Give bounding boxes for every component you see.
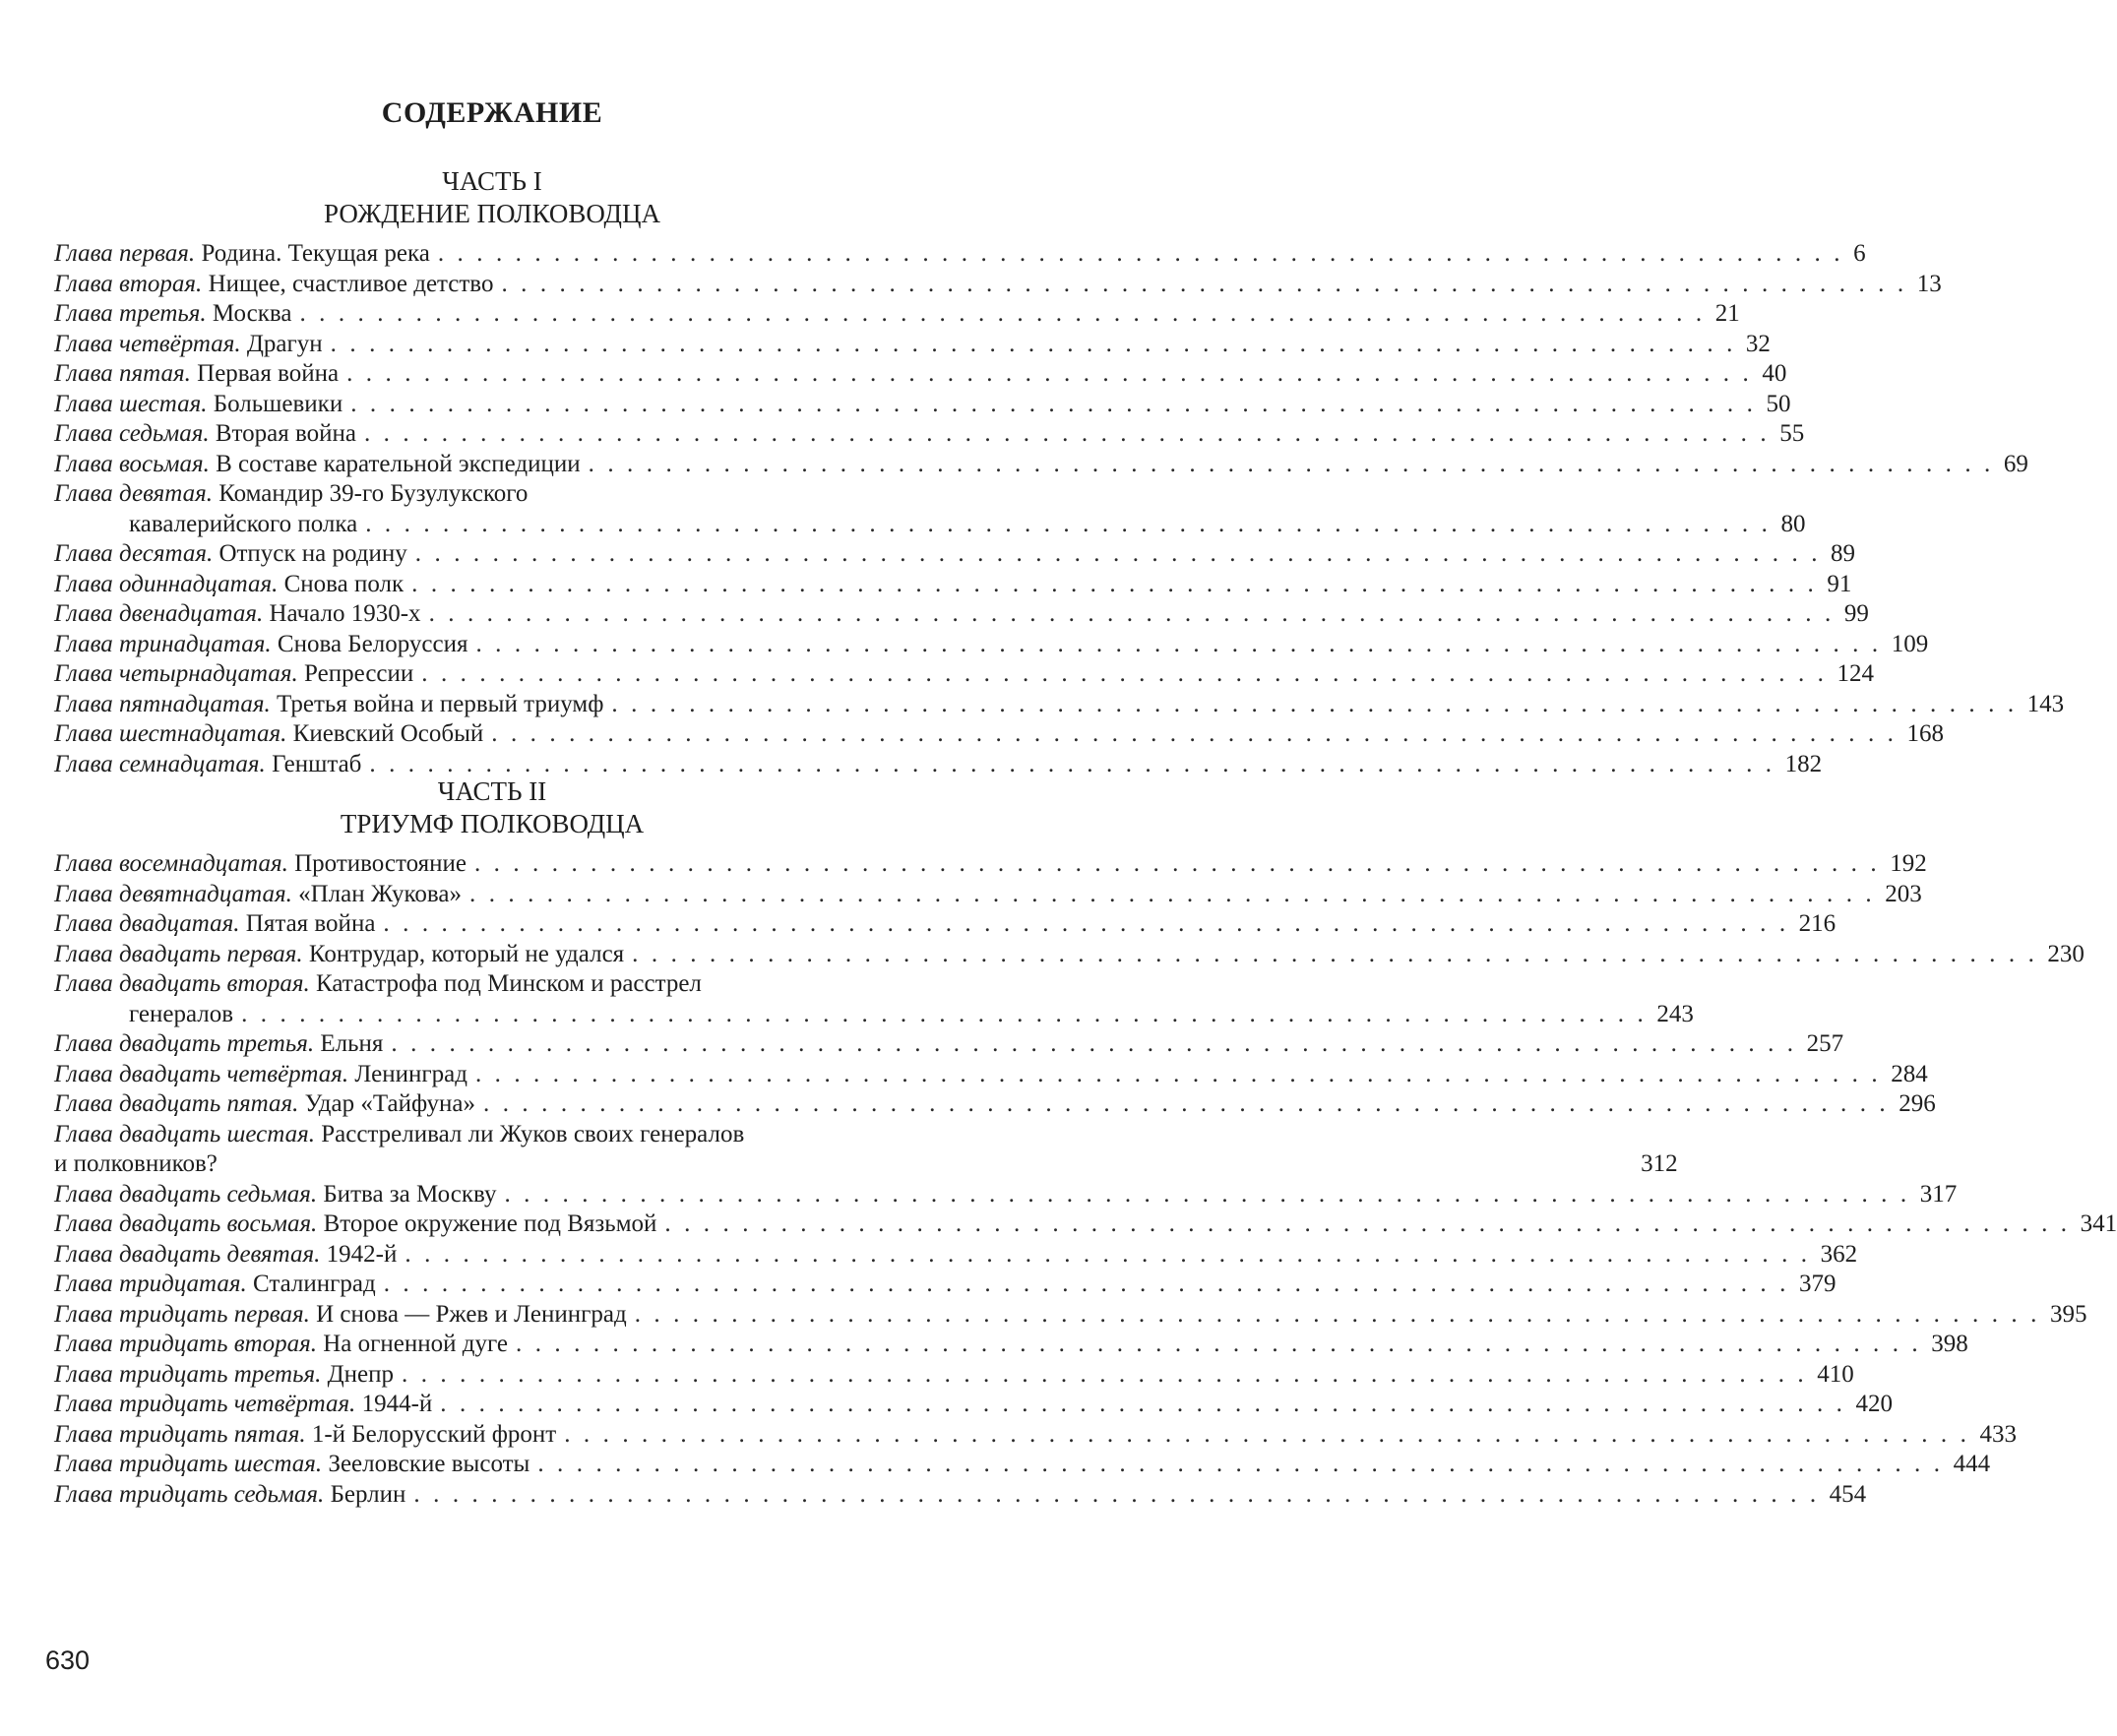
chapter-title: «План Жукова» [298, 880, 462, 907]
chapter-title: Командир 39-го Бузулукского [218, 480, 529, 507]
entry-line [54, 880, 1922, 910]
toc-entry [54, 1180, 1958, 1210]
chapter-number: Глава восьмая. [54, 450, 210, 477]
entry-lead [54, 1060, 467, 1090]
dot-leader: . . . . . . . . . . . . . . . . . . . . . . . . . . . . . . . . . . . . . . . . . . . . . . . . . . . . . . . . . . . . . . . . . . . . . . . . . [299, 300, 1706, 327]
toc-entry [54, 419, 1805, 450]
chapter-page: 89 [1831, 540, 1856, 567]
dot-leader: . . . . . . . . . . . . . . . . . . . . . . . . . . . . . . . . . . . . . . . . . . . . . . . . . . . . . . . . . . . . . . . . . . . . . . . . . [383, 1271, 1789, 1297]
chapter-title-cont: генералов [129, 1000, 234, 1027]
entry-lead [54, 909, 375, 940]
chapter-number: Глава двадцать первая. [54, 940, 303, 967]
dot-leader: . . . . . . . . . . . . . . . . . . . . . . . . . . . . . . . . . . . . . . . . . . . . . . . . . . . . . . . . . . . . . . . . . . . . . . . . . [402, 1360, 1808, 1388]
entry-lead [54, 1360, 394, 1391]
chapter-page: 6 [1853, 240, 1866, 267]
toc-entry [54, 849, 1927, 880]
entry-lead [54, 690, 603, 720]
chapter-title: Катастрофа под Минском и расстрел [316, 970, 702, 997]
chapter-number: Глава девятнадцатая. [54, 880, 292, 907]
toc-entry [54, 1450, 1991, 1480]
chapter-page: 341 [2080, 1210, 2117, 1237]
toc-entry [54, 539, 1856, 570]
entry-line [54, 570, 1852, 600]
entry-line [54, 1149, 1678, 1180]
dot-leader: . . . . . . . . . . . . . . . . . . . . . . . . . . . . . . . . . . . . . . . . . . . . . . . . . . . . . . . . . . . . . . . . . . . . . . . . . [346, 360, 1753, 387]
dot-leader: . . . . . . . . . . . . . . . . . . . . . . . . . . . . . . . . . . . . . . . . . . . . . . . . . . . . . . . . . . . . . . . . . . . . . . . . . [491, 720, 1898, 747]
toc-entry [54, 299, 1740, 330]
chapter-title: Нищее, счастливое детство [208, 270, 494, 297]
part-2-label: ЧАСТЬ II [437, 776, 547, 806]
part-2-heading [0, 775, 984, 840]
entry-lead [129, 1000, 233, 1030]
toc-entry [54, 1240, 1858, 1271]
chapter-page: 143 [2026, 690, 2065, 717]
chapter-number: Глава девятая. [54, 480, 213, 507]
toc-entry [54, 630, 1929, 660]
chapter-title: 1942-й [326, 1240, 398, 1268]
chapter-title: Третья война и первый триумф [277, 690, 604, 717]
chapter-number: Глава тридцать первая. [54, 1300, 310, 1328]
entry-lead [54, 1270, 376, 1300]
entry-lead [54, 1330, 508, 1360]
chapter-page: 50 [1766, 390, 1791, 417]
entry-lead [54, 849, 467, 880]
entry-lead [54, 270, 493, 300]
chapter-number: Глава двадцатая. [54, 910, 240, 937]
chapter-title: В составе карательной экспедиции [216, 450, 581, 477]
chapter-number: Глава восемнадцатая. [54, 850, 288, 877]
chapter-title: Удар «Тайфуна» [304, 1090, 476, 1117]
chapter-page: 168 [1906, 720, 1945, 747]
toc-entry [54, 940, 2085, 970]
dot-leader: . . . . . . . . . . . . . . . . . . . . . . . . . . . . . . . . . . . . . . . . . . . . . . . . . . . . . . . . . . . . . . . . . . . . . . . . . [421, 660, 1828, 687]
toc-entry [54, 1420, 2017, 1451]
chapter-number: Глава двадцать девятая. [54, 1240, 321, 1268]
dot-leader: . . . . . . . . . . . . . . . . . . . . . . . . . . . . . . . . . . . . . . . . . . . . . . . . . . . . . . . . . . . . . . . . . . . . . . . . . [369, 750, 1775, 777]
entry-lead [54, 1240, 397, 1271]
dot-leader: . . . . . . . . . . . . . . . . . . . . . . . . . . . . . . . . . . . . . . . . . . . . . . . . . . . . . . . . . . . . . . . . . . . . . . . . . [414, 540, 1822, 567]
dot-leader: . . . . . . . . . . . . . . . . . . . . . . . . . . . . . . . . . . . . . . . . . . . . . . . . . . . . . . . . . . . . . . . . . . . . . . . . . [440, 1391, 1846, 1417]
dot-leader: . . . . . . . . . . . . . . . . . . . . . . . . . . . . . . . . . . . . . . . . . . . . . . . . . . . . . . . . . . . . . . . . . . . . . . . . . [411, 570, 1818, 597]
chapter-page: 21 [1714, 300, 1740, 327]
entry-line [54, 1240, 1858, 1271]
dot-leader: . . . . . . . . . . . . . . . . . . . . . . . . . . . . . . . . . . . . . . . . . . . . . . . . . . . . . . . . . . . . . . . . . . . . . . . . . [664, 1210, 2071, 1237]
entry-lead [54, 390, 342, 420]
entry-line [54, 1120, 933, 1150]
entry-line [54, 599, 1869, 630]
entry-line [54, 1480, 1867, 1511]
toc-entry [54, 690, 2065, 720]
chapter-number: Глава шестнадцатая. [54, 720, 287, 747]
chapter-number: Глава тридцать шестая. [54, 1451, 323, 1477]
dot-leader: . . . . . . . . . . . . . . . . . . . . . . . . . . . . . . . . . . . . . . . . . . . . . . . . . . . . . . . . . . . . . . . . . . . . . . . . . [413, 1480, 1820, 1508]
chapter-page: 32 [1745, 330, 1771, 357]
toc-entry [54, 1390, 1894, 1420]
entry-line [54, 630, 1929, 660]
chapter-number: Глава тринадцатая. [54, 630, 272, 657]
entry-line [54, 1209, 2117, 1240]
chapter-title: Расстреливал ли Жуков своих генералов [321, 1120, 745, 1147]
entry-line [54, 450, 2028, 480]
chapter-page: 379 [1798, 1271, 1837, 1297]
entry-lead [54, 719, 483, 750]
toc-entry [54, 1270, 1837, 1300]
toc-part-1 [54, 239, 2065, 779]
chapter-title: И снова — Ржев и Ленинград [316, 1300, 627, 1328]
dot-leader: . . . . . . . . . . . . . . . . . . . . . . . . . . . . . . . . . . . . . . . . . . . . . . . . . . . . . . . . . . . . . . . . . . . . . . . . . [504, 1180, 1910, 1208]
entry-line [54, 390, 1791, 420]
chapter-number: Глава тридцать третья. [54, 1360, 322, 1388]
entry-line [54, 1270, 1837, 1300]
entry-line [54, 419, 1805, 450]
toc-entry [54, 359, 1787, 390]
chapter-page: 444 [1953, 1451, 1991, 1477]
dot-leader: . . . . . . . . . . . . . . . . . . . . . . . . . . . . . . . . . . . . . . . . . . . . . . . . . . . . . . . . . . . . . . . . . . . . . . . . . [405, 1240, 1811, 1268]
entry-line [54, 719, 1945, 750]
page-title: СОДЕРЖАНИЕ [381, 96, 603, 129]
dot-leader: . . . . . . . . . . . . . . . . . . . . . . . . . . . . . . . . . . . . . . . . . . . . . . . . . . . . . . . . . . . . . . . . . . . . . . . . . [473, 850, 1881, 877]
entry-line [54, 270, 1942, 300]
chapter-number: Глава первая. [54, 240, 196, 267]
chapter-page: 296 [1899, 1090, 1936, 1117]
chapter-number: Глава тридцать четвёртая. [54, 1391, 356, 1417]
dot-leader: . . . . . . . . . . . . . . . . . . . . . . . . . . . . . . . . . . . . . . . . . . . . . . . . . . . . . . . . . . . . . . . . . . . . . . . . . [475, 630, 1882, 657]
chapter-title: 1-й Белорусский фронт [311, 1420, 557, 1448]
toc-entry [54, 719, 1945, 750]
entry-line [54, 1029, 1844, 1060]
chapter-number: Глава пятнадцатая. [54, 690, 271, 717]
chapter-title: Берлин [330, 1480, 406, 1508]
chapter-title: Противостояние [294, 850, 467, 877]
entry-line [54, 909, 1837, 940]
chapter-number: Глава двадцать четвёртая. [54, 1060, 349, 1087]
chapter-number: Глава десятая. [54, 540, 214, 567]
chapter-page: 91 [1827, 570, 1852, 597]
chapter-number: Глава двадцать третья. [54, 1030, 315, 1057]
dot-leader: . . . . . . . . . . . . . . . . . . . . . . . . . . . . . . . . . . . . . . . . . . . . . . . . . . . . . . . . . . . . . . . . . . . . . . . . . [350, 390, 1757, 417]
chapter-title: Пятая война [245, 910, 376, 937]
toc-entry [54, 239, 1866, 270]
toc-entry [54, 1120, 1678, 1180]
entry-line [54, 479, 933, 510]
entry-lead [54, 1180, 496, 1210]
dot-leader: . . . . . . . . . . . . . . . . . . . . . . . . . . . . . . . . . . . . . . . . . . . . . . . . . . . . . . . . . . . . . . . . . . . . . . . . . [437, 240, 1844, 267]
chapter-title: Отпуск на родину [218, 540, 407, 567]
chapter-page: 230 [2047, 940, 2085, 967]
chapter-page: 182 [1784, 750, 1823, 777]
entry-line [54, 969, 933, 1000]
entry-line [54, 690, 2065, 720]
entry-lead [54, 330, 323, 360]
chapter-number: Глава двадцать пятая. [54, 1090, 299, 1117]
entry-lead [54, 1209, 656, 1240]
chapter-page: 317 [1919, 1180, 1958, 1208]
toc-entry [54, 880, 1922, 910]
entry-line [54, 1360, 1854, 1391]
dot-leader: . . . . . . . . . . . . . . . . . . . . . . . . . . . . . . . . . . . . . . . . . . . . . . . . . . . . . . . . . . . . . . . . . . . . . . . . . [391, 1030, 1797, 1057]
chapter-page: 362 [1820, 1240, 1858, 1268]
entry-line [54, 239, 1866, 270]
chapter-title-cont: кавалерийского полка [129, 510, 358, 537]
entry-lead [54, 659, 413, 690]
entry-line [54, 849, 1927, 880]
entry-lead [54, 1480, 405, 1511]
entry-lead [54, 359, 339, 390]
chapter-number: Глава тридцать пятая. [54, 1420, 306, 1448]
dot-leader: . . . . . . . . . . . . . . . . . . . . . . . . . . . . . . . . . . . . . . . . . . . . . . . . . . . . . . . . . . . . . . . . . . . . . . . . . [474, 1060, 1882, 1087]
chapter-number: Глава семнадцатая. [54, 750, 266, 777]
entry-line [54, 539, 1856, 570]
chapter-number: Глава двадцать шестая. [54, 1120, 315, 1147]
toc-entry [54, 390, 1791, 420]
chapter-page: 124 [1837, 660, 1875, 687]
chapter-page: 80 [1780, 510, 1806, 537]
chapter-number: Глава вторая. [54, 270, 203, 297]
chapter-number: Глава третья. [54, 300, 207, 327]
toc-entry [54, 1300, 2087, 1331]
toc-entry [54, 479, 1806, 539]
entry-lead [54, 1029, 383, 1060]
dot-leader: . . . . . . . . . . . . . . . . . . . . . . . . . . . . . . . . . . . . . . . . . . . . . . . . . . . . . . . . . . . . . . . . . . . . . . . . . [611, 690, 2018, 717]
entry-lead [54, 450, 581, 480]
entry-lead [54, 880, 462, 910]
chapter-number: Глава пятая. [54, 360, 191, 387]
entry-lead [54, 940, 624, 970]
chapter-title: Драгун [246, 330, 323, 357]
entry-lead [54, 1300, 627, 1331]
chapter-title: Репрессии [304, 660, 414, 687]
entry-lead [54, 599, 421, 630]
toc-entry [54, 270, 1942, 300]
chapter-page: 284 [1891, 1060, 1928, 1087]
chapter-number: Глава седьмая. [54, 420, 210, 447]
dot-leader: . . . . . . . . . . . . . . . . . . . . . . . . . . . . . . . . . . . . . . . . . . . . . . . . . . . . . . . . . . . . . . . . . . . . . . . . . [365, 510, 1772, 537]
toc-entry [54, 969, 1694, 1029]
chapter-number: Глава тридцать вторая. [54, 1331, 317, 1357]
chapter-page: 257 [1806, 1030, 1844, 1057]
dot-leader: . . . . . . . . . . . . . . . . . . . . . . . . . . . . . . . . . . . . . . . . . . . . . . . . . . . . . . . . . . . . . . . . . . . . . . . . . [383, 910, 1789, 937]
chapter-page: 13 [1916, 270, 1942, 297]
toc-entry [54, 330, 1771, 360]
chapter-title: Ельня [320, 1030, 384, 1057]
dot-leader: . . . . . . . . . . . . . . . . . . . . . . . . . . . . . . . . . . . . . . . . . . . . . . . . . . . . . . . . . . . . . . . . . . . . . . . . . [564, 1420, 1970, 1448]
chapter-title: Второе окружение под Вязьмой [323, 1210, 657, 1237]
dot-leader: . . . . . . . . . . . . . . . . . . . . . . . . . . . . . . . . . . . . . . . . . . . . . . . . . . . . . . . . . . . . . . . . . . . . . . . . . [588, 450, 1994, 477]
entry-lead [54, 1390, 432, 1420]
chapter-page: 395 [2049, 1300, 2087, 1328]
chapter-page: 398 [1931, 1331, 1968, 1357]
toc-entry [54, 1060, 1928, 1090]
toc-entry [54, 1480, 1867, 1511]
part-1-label: ЧАСТЬ I [442, 166, 542, 196]
dot-leader: . . . . . . . . . . . . . . . . . . . . . . . . . . . . . . . . . . . . . . . . . . . . . . . . . . . . . . . . . . . . . . . . . . . . . . . . . [537, 1451, 1944, 1477]
chapter-title: Генштаб [272, 750, 362, 777]
toc-entry [54, 570, 1852, 600]
part-1-name: РОЖДЕНИЕ ПОЛКОВОДЦА [324, 199, 660, 228]
dot-leader: . . . . . . . . . . . . . . . . . . . . . . . . . . . . . . . . . . . . . . . . . . . . . . . . . . . . . . . . . . . . . . . . . . . . . . . . . [483, 1090, 1890, 1117]
dot-leader: . . . . . . . . . . . . . . . . . . . . . . . . . . . . . . . . . . . . . . . . . . . . . . . . . . . . . . . . . . . . . . . . . . . . . . . . . [516, 1331, 1922, 1357]
dot-leader: . . . . . . . . . . . . . . . . . . . . . . . . . . . . . . . . . . . . . . . . . . . . . . . . . . . . . . . . . . . . . . . . . . . . . . . . . [501, 270, 1907, 297]
entry-line [54, 1089, 1936, 1120]
chapter-page: 55 [1779, 420, 1805, 447]
toc-entry [54, 450, 2028, 480]
toc-entry [54, 659, 1875, 690]
chapter-page: 420 [1855, 1391, 1894, 1417]
chapter-number: Глава двадцать вторая. [54, 970, 310, 997]
chapter-number: Глава четвёртая. [54, 330, 241, 357]
entry-lead [54, 239, 430, 270]
chapter-page: 192 [1890, 850, 1927, 877]
chapter-title-cont: и полковников? [54, 1150, 218, 1177]
toc-entry [54, 599, 1869, 630]
chapter-number: Глава четырнадцатая. [54, 660, 298, 687]
chapter-title: Вторая война [215, 420, 356, 447]
toc-part-2 [54, 849, 2117, 1510]
chapter-page: 243 [1656, 1000, 1694, 1027]
page-number: 630 [45, 1645, 91, 1675]
chapter-page: 40 [1762, 360, 1787, 387]
entry-line [54, 330, 1771, 360]
entry-line [54, 1300, 2087, 1331]
chapter-number: Глава тридцать седьмая. [54, 1480, 325, 1508]
entry-line [54, 359, 1787, 390]
entry-lead [54, 1089, 475, 1120]
entry-line [54, 1000, 1694, 1030]
chapter-page: 69 [2003, 450, 2028, 477]
chapter-title: Первая война [197, 360, 340, 387]
chapter-page: 312 [1641, 1150, 1678, 1177]
chapter-page: 454 [1829, 1480, 1867, 1508]
entry-line [54, 1180, 1958, 1210]
chapter-title: Москва [212, 300, 292, 327]
dot-leader: . . . . . . . . . . . . . . . . . . . . . . . . . . . . . . . . . . . . . . . . . . . . . . . . . . . . . . . . . . . . . . . . . . . . . . . . . [330, 330, 1736, 357]
toc-entry [54, 909, 1837, 940]
entry-line [54, 659, 1875, 690]
chapter-page: 216 [1798, 910, 1837, 937]
chapter-title: Снова полк [283, 570, 405, 597]
toc-entry [54, 1330, 1968, 1360]
entry-lead [54, 299, 291, 330]
chapter-title: На огненной дуге [323, 1331, 509, 1357]
part-2-name: ТРИУМФ ПОЛКОВОДЦА [340, 809, 645, 838]
part-1-heading [0, 165, 984, 230]
entry-lead [54, 630, 467, 660]
entry-line [54, 1330, 1968, 1360]
chapter-title: Контрудар, который не удался [308, 940, 625, 967]
chapter-title: Начало 1930-х [269, 600, 421, 627]
entry-lead [54, 539, 407, 570]
chapter-title: Родина. Текущая река [201, 240, 430, 267]
entry-lead [129, 510, 357, 540]
toc-entry [54, 1360, 1854, 1391]
chapter-title: Большевики [213, 390, 343, 417]
entry-line [54, 1060, 1928, 1090]
toc-entry [54, 1089, 1936, 1120]
entry-line [54, 1420, 2017, 1451]
entry-line [54, 1390, 1894, 1420]
chapter-title: Битва за Москву [323, 1180, 497, 1208]
entry-line [54, 299, 1740, 330]
chapter-page: 109 [1891, 630, 1929, 657]
chapter-number: Глава шестая. [54, 390, 208, 417]
entry-lead [54, 1450, 529, 1480]
chapter-number: Глава одиннадцатая. [54, 570, 279, 597]
chapter-page: 99 [1843, 600, 1869, 627]
dot-leader: . . . . . . . . . . . . . . . . . . . . . . . . . . . . . . . . . . . . . . . . . . . . . . . . . . . . . . . . . . . . . . . . . . . . . . . . . [428, 600, 1835, 627]
entry-line [54, 940, 2085, 970]
entry-lead [54, 419, 356, 450]
toc-entry [54, 1209, 2117, 1240]
dot-leader: . . . . . . . . . . . . . . . . . . . . . . . . . . . . . . . . . . . . . . . . . . . . . . . . . . . . . . . . . . . . . . . . . . . . . . . . . [632, 940, 2038, 967]
dot-leader: . . . . . . . . . . . . . . . . . . . . . . . . . . . . . . . . . . . . . . . . . . . . . . . . . . . . . . . . . . . . . . . . . . . . . . . . . [241, 1000, 1648, 1027]
chapter-number: Глава двадцать седьмая. [54, 1180, 318, 1208]
dot-leader: . . . . . . . . . . . . . . . . . . . . . . . . . . . . . . . . . . . . . . . . . . . . . . . . . . . . . . . . . . . . . . . . . . . . . . . . . [634, 1300, 2040, 1328]
chapter-page: 410 [1817, 1360, 1854, 1388]
entry-line [54, 1450, 1991, 1480]
chapter-number: Глава двенадцатая. [54, 600, 264, 627]
chapter-title: 1944-й [361, 1391, 433, 1417]
chapter-page: 433 [1979, 1420, 2017, 1448]
dot-leader: . . . . . . . . . . . . . . . . . . . . . . . . . . . . . . . . . . . . . . . . . . . . . . . . . . . . . . . . . . . . . . . . . . . . . . . . . [469, 880, 1876, 907]
dot-leader: . . . . . . . . . . . . . . . . . . . . . . . . . . . . . . . . . . . . . . . . . . . . . . . . . . . . . . . . . . . . . . . . . . . . . . . . . [363, 420, 1771, 447]
entry-lead [54, 570, 404, 600]
chapter-number: Глава двадцать восьмая. [54, 1210, 318, 1237]
chapter-title: Зееловские высоты [328, 1451, 530, 1477]
chapter-title: Киевский Особый [292, 720, 484, 747]
chapter-title: Днепр [327, 1360, 395, 1388]
chapter-title: Снова Белоруссия [277, 630, 468, 657]
chapter-title: Сталинград [253, 1271, 376, 1297]
entry-line [54, 510, 1806, 540]
entry-lead [54, 1149, 218, 1180]
toc-entry [54, 1029, 1844, 1060]
chapter-title: Ленинград [354, 1060, 467, 1087]
entry-lead [54, 1420, 556, 1451]
chapter-page: 203 [1885, 880, 1922, 907]
chapter-number: Глава тридцатая. [54, 1271, 247, 1297]
